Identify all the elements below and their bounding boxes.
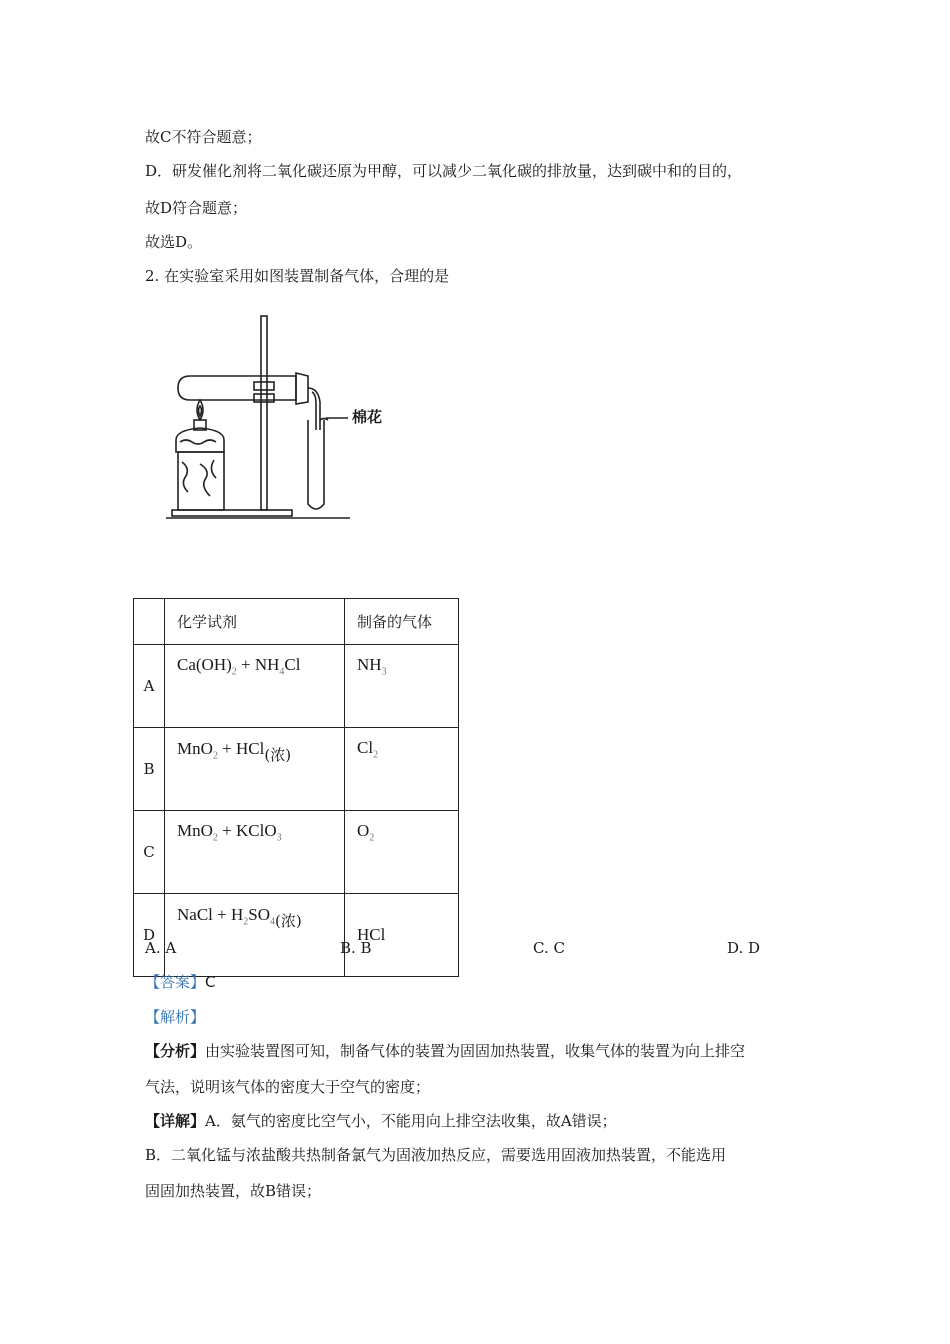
fenxi-label: 【分析】 [145, 1042, 206, 1060]
table-header-row [134, 599, 459, 645]
choice-d: D. D [727, 939, 761, 957]
row-label: C [134, 811, 165, 894]
text-line: 气法，说明该气体的密度大于空气的密度； [145, 1078, 431, 1096]
table-row [134, 728, 459, 811]
answer-line [145, 972, 216, 992]
text-line: 故C不符合题意； [145, 128, 262, 146]
choice-c: C. C [533, 939, 565, 957]
reagent-cell: MnO$_2$ + KClO$_3$ [165, 811, 345, 894]
table-row [134, 645, 459, 728]
detail-label: 【详解】 [145, 1112, 206, 1130]
gas-cell: $Cl_2$ [345, 728, 459, 811]
row-label: A [134, 645, 165, 728]
text-line: 固固加热装置，故B错误； [145, 1182, 322, 1200]
text-line: 故D符合题意； [145, 199, 248, 217]
row-label: D [134, 894, 165, 977]
reagent-cell: NaCl + $H_2SO_4$(浓) [165, 894, 345, 977]
text-line: D．研发催化剂将二氧化碳还原为甲醇，可以减少二氧化碳的排放量，达到碳中和的目的， [145, 162, 743, 180]
gas-cell: HCl [345, 894, 459, 977]
table-header-empty [134, 599, 165, 645]
choice-a: A. A [145, 939, 177, 957]
gas-cell: $NH_3$ [345, 645, 459, 728]
detail-text: A．氨气的密度比空气小，不能用向上排空法收集，故A错误； [205, 1112, 617, 1130]
text-line: B．二氧化锰与浓盐酸共热制备氯气为固液加热反应，需要选用固液加热装置，不能选用 [145, 1146, 727, 1164]
reagent-table [133, 598, 459, 977]
answer-label: 【答案】 [145, 973, 206, 991]
gas-cell: $O_2$ [345, 811, 459, 894]
row-label: B [134, 728, 165, 811]
table-header-reagent: 化学试剂 [165, 599, 345, 645]
analysis-label: 【解析】 [145, 1008, 206, 1026]
choice-b: B. B [340, 939, 372, 957]
table-row [134, 894, 459, 977]
reagent-cell: MnO$_2$ + HCl(浓) [165, 728, 345, 811]
answer-value: C [205, 973, 216, 991]
text-line: 故选D。 [145, 233, 203, 251]
table-row [134, 811, 459, 894]
cotton-label: 棉花 [352, 408, 383, 426]
detail-line [145, 1111, 617, 1131]
fenxi-text: 由实验装置图可知，制备气体的装置为固固加热装置，收集气体的装置为向上排空 [205, 1042, 746, 1060]
fenxi-line [145, 1041, 745, 1061]
question-title: 2. 在实验室采用如图装置制备气体，合理的是 [145, 267, 450, 285]
table-header-gas: 制备的气体 [345, 599, 459, 645]
reagent-cell: $Ca(OH)_2 + NH_4Cl$ [165, 645, 345, 728]
